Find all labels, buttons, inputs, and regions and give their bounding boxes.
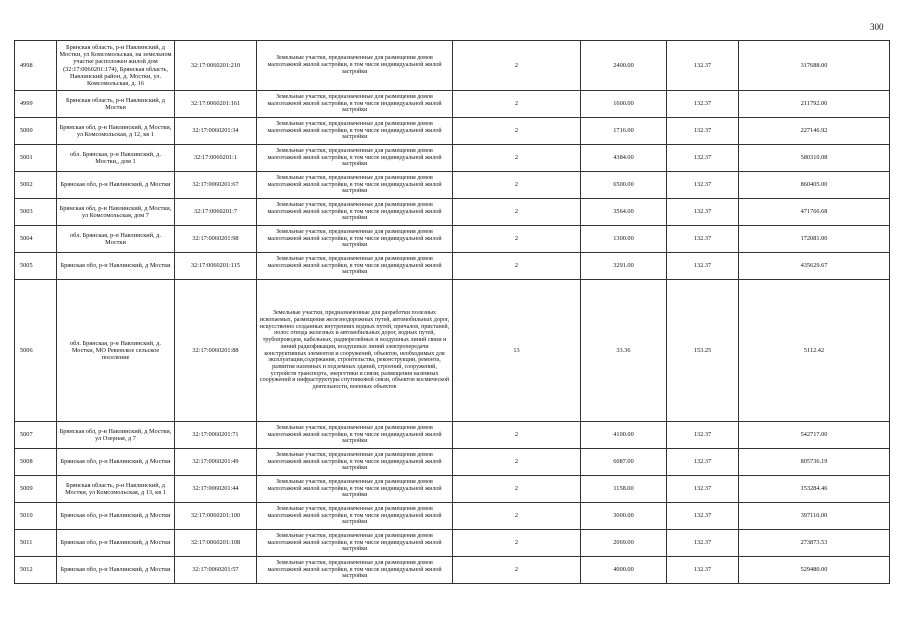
cadastral-value-cell: 397110.00 <box>739 503 890 530</box>
page-number: 300 <box>870 22 884 32</box>
cadastral-number-cell: 32:17:0060201:1 <box>175 145 257 172</box>
area-cell: 2400.00 <box>581 41 667 91</box>
cadastral-number-cell: 32:17:0060201:34 <box>175 118 257 145</box>
table-row <box>15 41 890 91</box>
land-use-cell: Земельные участки, предназначенные для размещения домов малоэтажной жилой застройки, в том числе индивидуальной жилой застройки <box>257 476 453 503</box>
rate-cell: 132.37 <box>667 422 739 449</box>
table-body <box>15 41 890 584</box>
cadastral-number-cell: 32:17:0060201:49 <box>175 449 257 476</box>
cadastral-value-cell: 580310.08 <box>739 145 890 172</box>
table-row <box>15 503 890 530</box>
land-use-cell: Земельные участки, предназначенные для размещения домов малоэтажной жилой застройки, в том числе индивидуальной жилой застройки <box>257 145 453 172</box>
address-cell: Брянская обл, р-н Навлинский, д Мостки <box>57 449 175 476</box>
category-cell: 2 <box>453 41 581 91</box>
cadastral-value-cell: 529480.00 <box>739 557 890 584</box>
cadastral-number-cell: 32:17:0060201:161 <box>175 91 257 118</box>
land-use-cell: Земельные участки, предназначенные для размещения домов малоэтажной жилой застройки, в том числе индивидуальной жилой застройки <box>257 172 453 199</box>
category-cell: 2 <box>453 253 581 280</box>
category-cell: 2 <box>453 557 581 584</box>
land-use-cell: Земельные участки, предназначенные для размещения домов малоэтажной жилой застройки, в том числе индивидуальной жилой застройки <box>257 226 453 253</box>
cadastral-number-cell: 32:17:0060201:88 <box>175 280 257 422</box>
cadastral-number-cell: 32:17:0060201:100 <box>175 503 257 530</box>
table-row <box>15 253 890 280</box>
rate-cell: 132.37 <box>667 91 739 118</box>
table-row <box>15 476 890 503</box>
category-cell: 2 <box>453 199 581 226</box>
address-cell: Брянская обл, р-н Навлинский, д Мостки <box>57 253 175 280</box>
table-row <box>15 172 890 199</box>
table-row <box>15 557 890 584</box>
rate-cell: 132.37 <box>667 530 739 557</box>
row-number: 5002 <box>15 172 57 199</box>
area-cell: 4384.00 <box>581 145 667 172</box>
row-number: 4999 <box>15 91 57 118</box>
rate-cell: 132.37 <box>667 226 739 253</box>
address-cell: Брянская область, р-н Навлинский, д Мостки, ул Комсомольская, д 13, кв 1 <box>57 476 175 503</box>
table-row <box>15 118 890 145</box>
row-number: 5011 <box>15 530 57 557</box>
address-cell: Брянская обл, р-н Навлинский, д Мостки <box>57 530 175 557</box>
category-cell: 2 <box>453 422 581 449</box>
table-row <box>15 422 890 449</box>
row-number: 5009 <box>15 476 57 503</box>
land-register-table <box>14 40 890 584</box>
area-cell: 2069.00 <box>581 530 667 557</box>
category-cell: 2 <box>453 530 581 557</box>
cadastral-number-cell: 32:17:0060201:67 <box>175 172 257 199</box>
cadastral-value-cell: 435629.67 <box>739 253 890 280</box>
land-use-cell: Земельные участки, предназначенные для размещения домов малоэтажной жилой застройки, в том числе индивидуальной жилой застройки <box>257 253 453 280</box>
row-number: 5007 <box>15 422 57 449</box>
category-cell: 13 <box>453 280 581 422</box>
address-cell: Брянская обл, р-н Навлинский, д Мостки, ул Озерная, д 7 <box>57 422 175 449</box>
rate-cell: 132.37 <box>667 172 739 199</box>
row-number: 5004 <box>15 226 57 253</box>
rate-cell: 132.37 <box>667 118 739 145</box>
table-row <box>15 449 890 476</box>
category-cell: 2 <box>453 476 581 503</box>
row-number: 5012 <box>15 557 57 584</box>
cadastral-value-cell: 227146.92 <box>739 118 890 145</box>
land-use-cell: Земельные участки, предназначенные для размещения домов малоэтажной жилой застройки, в том числе индивидуальной жилой застройки <box>257 118 453 145</box>
table-row <box>15 530 890 557</box>
area-cell: 1600.00 <box>581 91 667 118</box>
category-cell: 2 <box>453 449 581 476</box>
address-cell: Брянская область, р-н Навлинский, д Мостки, ул Комсомольская, на земельном участке расположен жилой дом (32:17:0060201:174), Брянская область, Навлинский район, д. Мостки, ул. Комсомольская, д. 16 <box>57 41 175 91</box>
cadastral-value-cell: 273873.53 <box>739 530 890 557</box>
area-cell: 1300.00 <box>581 226 667 253</box>
cadastral-number-cell: 32:17:0060201:98 <box>175 226 257 253</box>
table-row <box>15 280 890 422</box>
cadastral-number-cell: 32:17:0060201:57 <box>175 557 257 584</box>
land-use-cell: Земельные участки, предназначенные для размещения домов малоэтажной жилой застройки, в том числе индивидуальной жилой застройки <box>257 557 453 584</box>
rate-cell: 132.37 <box>667 503 739 530</box>
rate-cell: 132.37 <box>667 41 739 91</box>
cadastral-value-cell: 542717.00 <box>739 422 890 449</box>
cadastral-value-cell: 153284.46 <box>739 476 890 503</box>
area-cell: 6087.00 <box>581 449 667 476</box>
category-cell: 2 <box>453 226 581 253</box>
row-number: 5001 <box>15 145 57 172</box>
cadastral-value-cell: 805736.19 <box>739 449 890 476</box>
area-cell: 33.36 <box>581 280 667 422</box>
address-cell: Брянская обл, р-н Навлинский, д Мостки <box>57 557 175 584</box>
land-use-cell: Земельные участки, предназначенные для размещения домов малоэтажной жилой застройки, в том числе индивидуальной жилой застройки <box>257 199 453 226</box>
cadastral-value-cell: 471766.68 <box>739 199 890 226</box>
cadastral-value-cell: 5112.42 <box>739 280 890 422</box>
rate-cell: 132.37 <box>667 449 739 476</box>
area-cell: 3564.00 <box>581 199 667 226</box>
category-cell: 2 <box>453 503 581 530</box>
land-use-cell: Земельные участки, предназначенные для размещения домов малоэтажной жилой застройки, в том числе индивидуальной жилой застройки <box>257 449 453 476</box>
category-cell: 2 <box>453 172 581 199</box>
table-row <box>15 199 890 226</box>
row-number: 5005 <box>15 253 57 280</box>
cadastral-number-cell: 32:17:0060201:7 <box>175 199 257 226</box>
row-number: 4998 <box>15 41 57 91</box>
address-cell: Брянская обл, р-н Навлинский, д Мостки <box>57 503 175 530</box>
cadastral-value-cell: 317688.00 <box>739 41 890 91</box>
cadastral-number-cell: 32:17:0060201:115 <box>175 253 257 280</box>
address-cell: Брянская область, р-н Навлинский, д Мостки <box>57 91 175 118</box>
address-cell: Брянская обл, р-н Навлинский, д Мостки <box>57 172 175 199</box>
cadastral-value-cell: 172081.00 <box>739 226 890 253</box>
address-cell: Брянская обл, р-н Навлинский, д Мостки, ул Комсомольская, дом 7 <box>57 199 175 226</box>
area-cell: 3000.00 <box>581 503 667 530</box>
area-cell: 1158.00 <box>581 476 667 503</box>
category-cell: 2 <box>453 118 581 145</box>
row-number: 5000 <box>15 118 57 145</box>
address-cell: обл. Брянская, р-н Навлинский, д. Мостки, МО Ревенское сельское поселение <box>57 280 175 422</box>
row-number: 5006 <box>15 280 57 422</box>
land-use-cell: Земельные участки, предназначенные для размещения домов малоэтажной жилой застройки, в том числе индивидуальной жилой застройки <box>257 503 453 530</box>
rate-cell: 132.37 <box>667 557 739 584</box>
rate-cell: 132.37 <box>667 145 739 172</box>
address-cell: обл. Брянская, р-н Навлинский, д. Мостки <box>57 226 175 253</box>
row-number: 5008 <box>15 449 57 476</box>
category-cell: 2 <box>453 145 581 172</box>
land-use-cell: Земельные участки, предназначенные для размещения домов малоэтажной жилой застройки, в том числе индивидуальной жилой застройки <box>257 422 453 449</box>
cadastral-value-cell: 860405.00 <box>739 172 890 199</box>
category-cell: 2 <box>453 91 581 118</box>
rate-cell: 132.37 <box>667 476 739 503</box>
area-cell: 6500.00 <box>581 172 667 199</box>
area-cell: 4000.00 <box>581 557 667 584</box>
cadastral-number-cell: 32:17:0060201:108 <box>175 530 257 557</box>
cadastral-value-cell: 211792.00 <box>739 91 890 118</box>
rate-cell: 132.37 <box>667 253 739 280</box>
cadastral-number-cell: 32:17:0060201:44 <box>175 476 257 503</box>
address-cell: обл. Брянская, р-н Навлинский, д. Мостки,, дом 1 <box>57 145 175 172</box>
land-use-cell: Земельные участки, предназначенные для размещения домов малоэтажной жилой застройки, в том числе индивидуальной жилой застройки <box>257 41 453 91</box>
table-row <box>15 226 890 253</box>
area-cell: 1716.00 <box>581 118 667 145</box>
land-use-cell: Земельные участки, предназначенные для размещения домов малоэтажной жилой застройки, в том числе индивидуальной жилой застройки <box>257 530 453 557</box>
cadastral-number-cell: 32:17:0060201:71 <box>175 422 257 449</box>
address-cell: Брянская обл, р-н Навлинский, д Мостки, ул Комсомольская, д 12, кв 1 <box>57 118 175 145</box>
area-cell: 3291.00 <box>581 253 667 280</box>
rate-cell: 153.25 <box>667 280 739 422</box>
row-number: 5003 <box>15 199 57 226</box>
row-number: 5010 <box>15 503 57 530</box>
cadastral-number-cell: 32:17:0060201:210 <box>175 41 257 91</box>
table-row <box>15 91 890 118</box>
area-cell: 4100.00 <box>581 422 667 449</box>
land-use-cell: Земельные участки, предназначенные для разработки полезных ископаемых, размещения железнодорожных путей, автомобильных дорог, искусственно созданных внутренних водных путей, причалов, пристаней, полос отвода железных и автомобильных дорог, водных путей, трубопроводов, кабельных, радиорелейных и воздушных линий связи и линий радиофикации, воздушных линий электропередачи конструктивных элементов и сооружений, объектов, необходимых для эксплуатации,содержания, строительства, реконструкции, ремонта, развития наземных и подземных зданий, строений, сооружений, устройств транспорта, энергетики и связи; размещения наземных сооружений и инфраструктуры спутниковой связи, объектов космической деятельности, военных объектов <box>257 280 453 422</box>
rate-cell: 132.37 <box>667 199 739 226</box>
table-row <box>15 145 890 172</box>
land-use-cell: Земельные участки, предназначенные для размещения домов малоэтажной жилой застройки, в том числе индивидуальной жилой застройки <box>257 91 453 118</box>
